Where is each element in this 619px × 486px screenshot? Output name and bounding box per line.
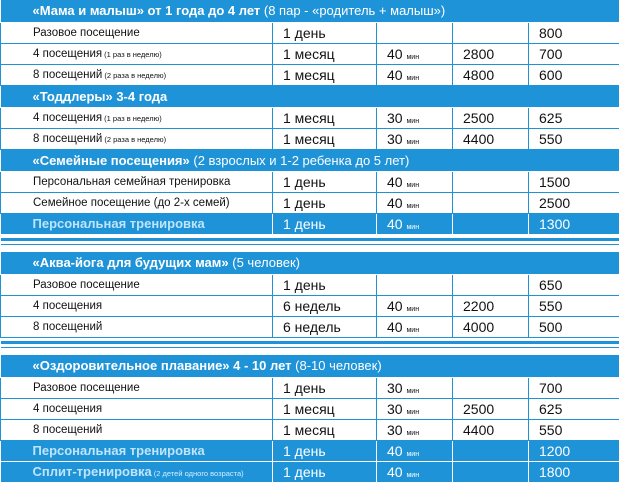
table-row	[1, 64, 619, 85]
section-separator	[1, 337, 619, 355]
section-title-cell	[1, 85, 619, 107]
period-cell: 1 день	[273, 192, 377, 213]
duration-value: 30	[387, 130, 403, 147]
duration-cell	[377, 377, 453, 398]
duration-unit: мин	[406, 326, 420, 334]
service-name-cell	[1, 64, 273, 85]
package-price-cell	[453, 377, 529, 398]
service-name-cell	[1, 316, 273, 337]
service-name-cell	[1, 461, 273, 482]
table-row	[1, 107, 619, 128]
duration-value: 30	[387, 379, 403, 396]
duration-cell	[377, 43, 453, 64]
table-row	[1, 22, 619, 43]
service-frequency: (2 детей одного возраста)	[151, 469, 244, 478]
table-row	[1, 377, 619, 398]
table-row	[1, 171, 619, 192]
service-name: 8 посещений	[33, 132, 103, 145]
price-table-body	[1, 0, 619, 482]
service-name: 8 посещений	[33, 68, 103, 81]
period-cell: 1 месяц	[273, 128, 377, 149]
period-cell: 1 месяц	[273, 43, 377, 64]
unit-price-cell: 700	[529, 377, 619, 398]
service-name: Персональная тренировка	[32, 216, 205, 231]
package-price-cell	[453, 22, 529, 43]
section-title: «Тоддлеры» 3-4 года	[32, 88, 168, 104]
table-row	[1, 295, 619, 316]
unit-price-cell: 1500	[529, 171, 619, 192]
service-name: Разовое посещение	[33, 278, 140, 291]
package-price-cell: 2500	[453, 107, 529, 128]
period-cell: 1 день	[273, 274, 377, 295]
unit-price-cell: 700	[529, 43, 619, 64]
package-price-cell: 4400	[453, 419, 529, 440]
service-name-cell	[1, 171, 273, 192]
duration-cell	[377, 316, 453, 337]
unit-price-cell: 600	[529, 64, 619, 85]
package-price-cell: 4800	[453, 64, 529, 85]
period-cell: 1 день	[273, 22, 377, 43]
duration-cell	[377, 274, 453, 295]
duration-value: 30	[387, 421, 403, 438]
section-note: (8 пар - «родитель + малыш»)	[260, 3, 446, 19]
package-price-cell	[453, 440, 529, 461]
service-name: 4 посещения	[33, 402, 103, 415]
unit-price-cell: 550	[529, 295, 619, 316]
service-name-cell	[1, 398, 273, 419]
table-row	[1, 43, 619, 64]
duration-value: 40	[387, 442, 403, 459]
period-cell: 1 месяц	[273, 64, 377, 85]
unit-price-cell: 1200	[529, 440, 619, 461]
duration-value: 40	[387, 194, 403, 211]
section-title-cell	[1, 0, 619, 22]
duration-cell	[377, 440, 453, 461]
package-price-cell	[453, 274, 529, 295]
service-name-cell	[1, 295, 273, 316]
table-row	[1, 128, 619, 149]
service-name: Персональная тренировка	[32, 443, 205, 458]
service-frequency: (1 раз в неделю)	[102, 113, 162, 123]
service-name: 4 посещения	[33, 111, 103, 124]
service-name-cell	[1, 192, 273, 213]
duration-cell	[377, 419, 453, 440]
package-price-cell	[453, 192, 529, 213]
service-name: 8 посещений	[33, 320, 103, 333]
period-cell: 1 месяц	[273, 419, 377, 440]
section-title: «Аква-йога для будущих мам»	[32, 255, 229, 271]
duration-cell	[377, 64, 453, 85]
service-frequency: (1 раз в неделю)	[102, 49, 162, 59]
section-header	[1, 0, 619, 22]
duration-value: 40	[387, 66, 403, 83]
duration-cell	[377, 213, 453, 234]
service-name: 8 посещений	[33, 423, 103, 436]
separator-lines	[1, 337, 619, 355]
duration-value: 40	[387, 318, 403, 335]
table-row	[1, 419, 619, 440]
unit-price-cell: 625	[529, 107, 619, 128]
table-row-highlight	[1, 213, 619, 234]
section-note: (2 взрослых и 1-2 ребенка до 5 лет)	[189, 152, 410, 168]
duration-unit: мин	[406, 408, 420, 416]
service-name-cell	[1, 213, 273, 234]
service-name-cell	[1, 128, 273, 149]
duration-unit: мин	[406, 429, 420, 437]
section-note: (5 человек)	[228, 255, 300, 271]
duration-unit: мин	[406, 138, 420, 146]
duration-value: 30	[387, 400, 403, 417]
section-header	[1, 149, 619, 171]
section-note: (8-10 человек)	[291, 358, 382, 374]
section-title-cell	[1, 355, 619, 377]
service-name: Сплит-тренировка	[32, 464, 152, 479]
duration-cell	[377, 22, 453, 43]
duration-value: 40	[387, 463, 403, 480]
period-cell: 1 месяц	[273, 398, 377, 419]
period-cell: 1 день	[273, 171, 377, 192]
service-name: Разовое посещение	[33, 26, 140, 39]
period-cell: 1 день	[273, 377, 377, 398]
service-frequency: (2 раза в неделю)	[102, 134, 167, 144]
duration-unit: мин	[406, 202, 420, 210]
table-row	[1, 192, 619, 213]
package-price-cell	[453, 213, 529, 234]
unit-price-cell: 500	[529, 316, 619, 337]
period-cell: 1 месяц	[273, 107, 377, 128]
period-cell: 1 день	[273, 213, 377, 234]
package-price-cell: 2500	[453, 398, 529, 419]
unit-price-cell: 625	[529, 398, 619, 419]
unit-price-cell: 1300	[529, 213, 619, 234]
service-frequency: (2 раза в неделю)	[102, 70, 167, 80]
service-name: Семейное посещение (до 2-х семей)	[33, 196, 230, 209]
duration-value: 40	[387, 173, 403, 190]
section-title: «Оздоровительное плавание» 4 - 10 лет	[32, 358, 292, 374]
section-title-cell	[1, 149, 619, 171]
unit-price-cell: 550	[529, 128, 619, 149]
duration-unit: мин	[406, 53, 420, 61]
duration-cell	[377, 171, 453, 192]
package-price-cell: 2200	[453, 295, 529, 316]
unit-price-cell: 550	[529, 419, 619, 440]
package-price-cell: 4000	[453, 316, 529, 337]
section-title: «Мама и малыш» от 1 года до 4 лет	[32, 3, 261, 19]
period-cell: 1 день	[273, 461, 377, 482]
table-row	[1, 316, 619, 337]
package-price-cell	[453, 171, 529, 192]
duration-unit: мин	[406, 387, 420, 395]
unit-price-cell: 650	[529, 274, 619, 295]
duration-unit: мин	[406, 117, 420, 125]
duration-value: 40	[387, 215, 403, 232]
table-row-highlight	[1, 461, 619, 482]
duration-unit: мин	[406, 181, 420, 189]
package-price-cell: 4400	[453, 128, 529, 149]
section-separator	[1, 234, 619, 252]
period-cell: 1 день	[273, 440, 377, 461]
duration-value: 40	[387, 297, 403, 314]
table-row-highlight	[1, 440, 619, 461]
service-name-cell	[1, 22, 273, 43]
service-name: 4 посещения	[33, 299, 103, 312]
duration-cell	[377, 107, 453, 128]
duration-unit: мин	[406, 74, 420, 82]
section-header	[1, 85, 619, 107]
section-header	[1, 355, 619, 377]
table-row	[1, 398, 619, 419]
service-name-cell	[1, 440, 273, 461]
duration-unit: мин	[406, 450, 420, 458]
duration-cell	[377, 192, 453, 213]
separator-lines	[1, 234, 619, 252]
package-price-cell	[453, 461, 529, 482]
service-name: Персональная семейная тренировка	[33, 175, 231, 188]
service-name-cell	[1, 419, 273, 440]
service-name: Разовое посещение	[33, 381, 140, 394]
service-name-cell	[1, 107, 273, 128]
duration-cell	[377, 398, 453, 419]
duration-unit: мин	[406, 305, 420, 313]
duration-value: 40	[387, 45, 403, 62]
unit-price-cell: 800	[529, 22, 619, 43]
service-name: 4 посещения	[33, 47, 103, 60]
duration-value: 30	[387, 109, 403, 126]
table-row	[1, 274, 619, 295]
section-title: «Семейные посещения»	[32, 152, 190, 168]
duration-unit: мин	[406, 223, 420, 231]
duration-cell	[377, 295, 453, 316]
service-name-cell	[1, 274, 273, 295]
service-name-cell	[1, 43, 273, 64]
duration-cell	[377, 128, 453, 149]
duration-cell	[377, 461, 453, 482]
section-header	[1, 252, 619, 274]
duration-unit: мин	[406, 471, 420, 479]
period-cell: 6 недель	[273, 295, 377, 316]
unit-price-cell: 2500	[529, 192, 619, 213]
unit-price-cell: 1800	[529, 461, 619, 482]
period-cell: 6 недель	[273, 316, 377, 337]
package-price-cell: 2800	[453, 43, 529, 64]
section-title-cell	[1, 252, 619, 274]
service-name-cell	[1, 377, 273, 398]
